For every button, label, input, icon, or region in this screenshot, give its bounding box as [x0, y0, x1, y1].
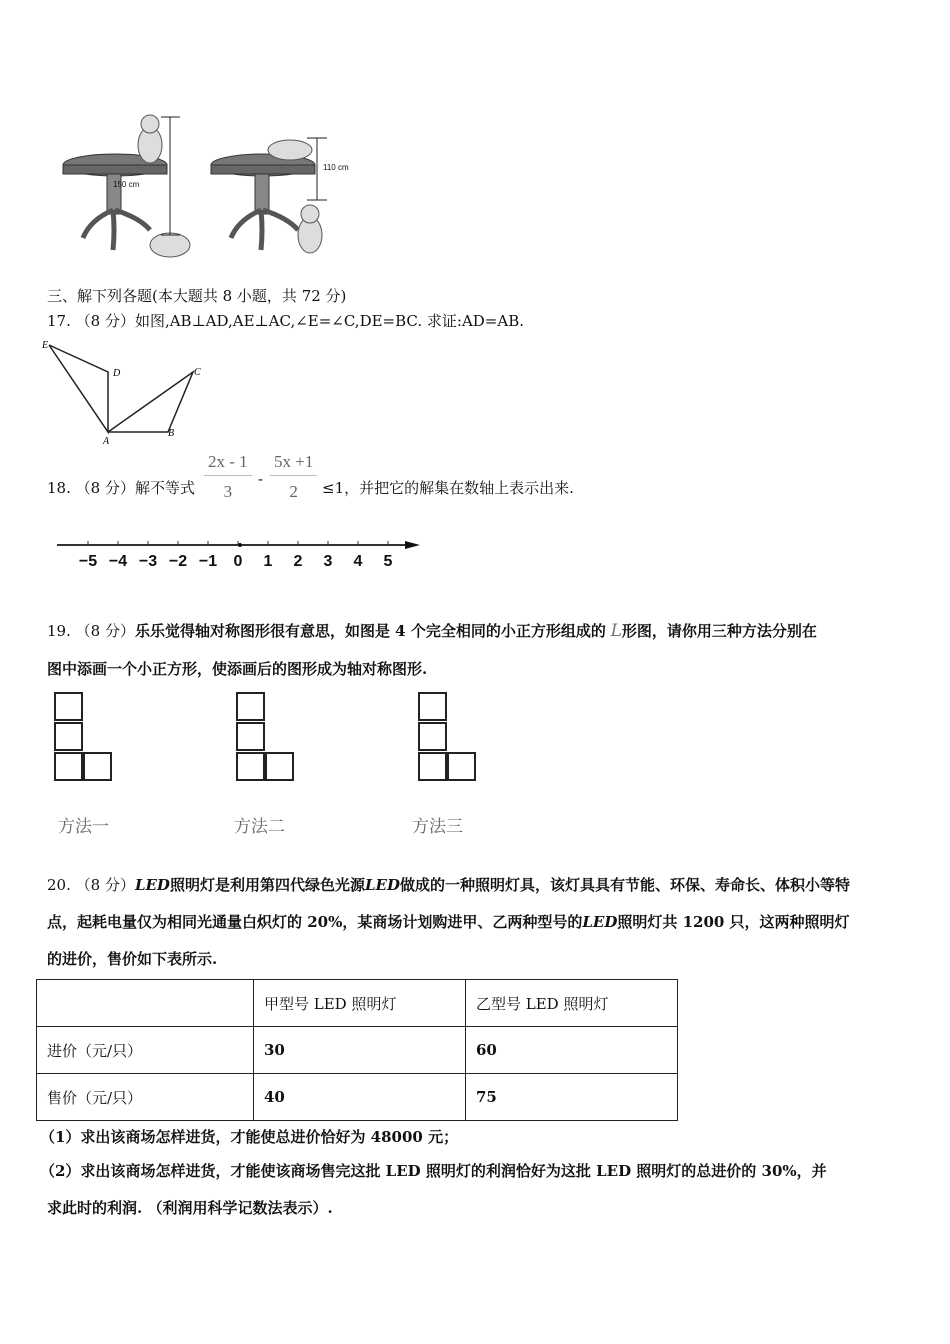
small-square — [418, 692, 447, 721]
q18-score: （8 分） — [75, 479, 135, 497]
number-line-label: 1 — [263, 553, 273, 570]
cat-lying-top — [268, 140, 312, 160]
point-B: B — [168, 428, 175, 439]
small-square — [54, 752, 83, 781]
small-square — [418, 752, 447, 781]
fraction-2-denominator: 2 — [289, 482, 298, 501]
fraction-1 — [204, 452, 252, 502]
q20-sub1: （1）求出该商场怎样进货，才能使总进价恰好为 48000 元； — [40, 1128, 459, 1146]
method-label: 方法一 — [58, 817, 109, 837]
q17-text: 如图,AB⊥AD,AE⊥AC,∠E=∠C,DE=BC. 求证:AD=AB. — [134, 312, 525, 330]
point-C: C — [194, 367, 201, 378]
q20-text: 点，起耗电量仅为相同光通量白炽灯的 20%，某商场计划购进甲、乙两种型号的 — [47, 913, 583, 931]
q19-line1 — [47, 620, 817, 641]
fraction-2 — [270, 452, 317, 502]
small-square — [236, 752, 265, 781]
q20-score: （8 分） — [75, 876, 135, 894]
number-line-label: 2 — [293, 553, 303, 570]
point-A: A — [103, 436, 110, 447]
q17-score: （8 分） — [75, 312, 135, 330]
table-cat-figure — [55, 110, 375, 265]
row-label: 进价（元/只） — [37, 1027, 254, 1074]
q20-text: 照明灯共 1200 只，这两种照明灯 — [617, 913, 850, 931]
small-square — [418, 722, 447, 751]
q18-number: 18. — [47, 479, 71, 497]
q17 — [47, 310, 524, 331]
q19-number: 19. — [47, 622, 71, 640]
q20-number: 20. — [47, 876, 71, 894]
cat-standing-bottom — [298, 205, 322, 253]
minus-sign: - — [258, 470, 264, 488]
small-square — [54, 722, 83, 751]
q19-text-end: 形图，请你用三种方法分别在 — [621, 622, 817, 640]
number-line-label: 3 — [323, 553, 333, 570]
q17-number: 17. — [47, 312, 71, 330]
header-cell — [37, 980, 254, 1027]
header-cell: 乙型号 LED 照明灯 — [466, 980, 678, 1027]
q18-text-before: 解不等式 — [134, 479, 195, 497]
number-line-label: −2 — [168, 553, 188, 570]
number-line-label: 4 — [353, 553, 363, 570]
cat-lying-bottom — [150, 233, 190, 257]
small-square — [54, 692, 83, 721]
label-110cm: 110 cm — [323, 163, 349, 172]
fraction-1-numerator: 2x - 1 — [204, 452, 252, 476]
cat-standing-top — [138, 115, 162, 163]
number-line-label: −3 — [138, 553, 158, 570]
q17-geometry-figure — [40, 338, 220, 448]
q18-text-after: ≤1，并把它的解集在数轴上表示出来. — [322, 479, 574, 497]
led-term: LED — [134, 876, 170, 894]
method-label: 方法二 — [234, 817, 285, 837]
number-line-label: 5 — [383, 553, 393, 570]
section-heading: 三、解下列各题(本大题共 8 小题，共 72 分) — [47, 287, 347, 305]
table-row — [37, 1027, 678, 1074]
label-150cm: 150 cm — [113, 180, 140, 189]
q20-sub2: （2）求出该商场怎样进货，才能使该商场售完这批 LED 照明灯的利润恰好为这批 LED 照明灯的总进价的 30%，并 — [40, 1162, 827, 1180]
led-term: LED — [582, 913, 618, 931]
led-term: LED — [364, 876, 400, 894]
cell: 40 — [254, 1074, 466, 1121]
cell: 75 — [466, 1074, 678, 1121]
row-label: 售价（元/只） — [37, 1074, 254, 1121]
number-line-label: −1 — [198, 553, 218, 570]
q19-score: （8 分） — [75, 622, 135, 640]
fraction-1-denominator: 3 — [223, 482, 233, 501]
point-D: D — [113, 368, 121, 379]
small-square — [236, 692, 265, 721]
table-row — [37, 1074, 678, 1121]
method-label: 方法三 — [412, 817, 463, 837]
q20-sub2-cont: 求此时的利润. （利润用科学记数法表示）. — [47, 1199, 333, 1217]
small-square — [83, 752, 112, 781]
q20-line1 — [47, 874, 850, 895]
number-line — [55, 535, 425, 555]
q20-line3: 的进价，售价如下表所示. — [47, 950, 218, 968]
table-left — [63, 154, 167, 250]
header-cell: 甲型号 LED 照明灯 — [254, 980, 466, 1027]
small-square — [236, 722, 265, 751]
number-line-label: 0 — [233, 553, 243, 570]
q20-text: 做成的一种照明灯具，该灯具具有节能、环保、寿命长、体积小等特 — [399, 876, 850, 894]
cell: 30 — [254, 1027, 466, 1074]
small-square — [447, 752, 476, 781]
table-header-row — [37, 980, 678, 1027]
number-line-label: −4 — [108, 553, 128, 570]
q19-text: 乐乐觉得轴对称图形很有意思，如图是 4 个完全相同的小正方形组成的 — [134, 622, 606, 640]
point-E: E — [42, 340, 49, 351]
q19-line2: 图中添画一个小正方形，使添画后的图形成为轴对称图形. — [47, 660, 428, 678]
q18 — [47, 477, 195, 498]
fraction-2-numerator: 5x +1 — [270, 452, 317, 476]
q20-line2 — [47, 911, 850, 932]
price-table — [36, 979, 678, 1121]
small-square — [265, 752, 294, 781]
q20-text: 照明灯是利用第四代绿色光源 — [169, 876, 365, 894]
q19-letter-L: L — [610, 621, 622, 641]
number-line-label: −5 — [78, 553, 98, 570]
cell: 60 — [466, 1027, 678, 1074]
